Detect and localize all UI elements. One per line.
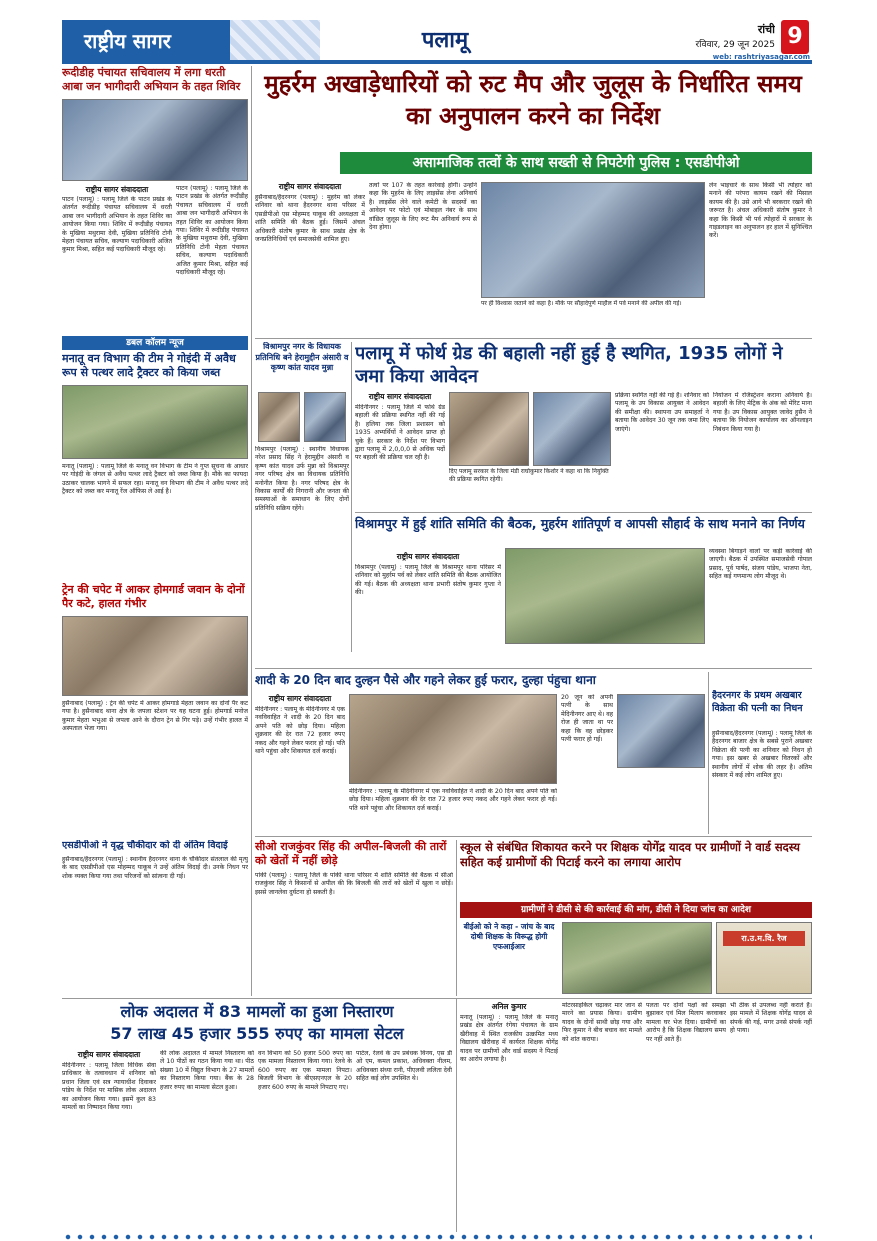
- col-divider-teacher: [456, 840, 457, 996]
- a3-text: हुसैनाबाद (पलामू) : ट्रेन की चपेट में आकर होमगार्ड मेहता जवान का दोनों पैर कट गया है। हुसैनाबाद थाना क्षेत्र के जपला स्टेशन पर यह घटना हुई। होमगार्ड मनोज कुमार मेहता भभुआ से जपला आने के दौरान ट्रेन से गिर पड़े। उन्हें गंभीर हालत में अस्पताल भेजा गया।: [62, 700, 248, 733]
- rule-2: [355, 512, 812, 513]
- vishrampur-photo: [505, 548, 705, 644]
- fourth-grade-text-2: प्रक्रिया स्थगित नहीं की गई है। शनिवार को पलामू के उप विकास आयुक्त ने आवेदन की समीक्षा की। स्थापना उप समाहर्ता ने बताया कि आवेदन 30 जून तक जमा लिए जाएंगे।: [615, 392, 709, 433]
- bride-headline: शादी के 20 दिन बाद दुल्हन पैसे और गहने लेकर हुई फरार, दुल्हा पंहुचा थाना: [255, 673, 596, 687]
- paper-name: राष्ट्रीय सागर: [84, 29, 171, 53]
- fourth-grade-text-1: मेदिनीनगर : पलामू जिले में फोर्थ ग्रेड बहाली की प्रक्रिया स्थगित नहीं की गई है। हलिया तक जिला प्रशासन को 1935 अभ्यर्थियों ने आवेदन प्राप्त हो चुके हैं। सरकार के निर्देश पर विभाग द्वारा पलामू में 2,0,0,0 से अधिक पदों पर बहाली की प्रक्रिया चल रही है।: [355, 404, 445, 462]
- main-headline: मुहर्रम अखाड़ेधारियों को रुट मैप और जुलूस के निर्धारित समय का अनुपालन करने का निर्देश: [264, 70, 802, 130]
- col-divider-left: [251, 66, 252, 996]
- fourth-grade-photo-1: [449, 392, 529, 466]
- fourth-grade-caption: दिए पलामू सरकार के जिला मंडी राघोकुमार किशोर ने कहा था कि नियुक्ति की प्रक्रिया स्थगित रहेगी।: [449, 468, 609, 483]
- vishrampur-text-2: व्यवस्था बिगाड़ने वालों पर कड़ी कार्रवाई की जाएगी। बैठक में उपस्थित समाजसेवी गोपाल प्रसाद, पूर्व पार्षद, संजय पांडेय, भाजपा नेता, सहित कई गणमान्य लोग मौजूद थे।: [709, 548, 812, 581]
- a1-text-cont: पाटन (पलामू) : पलामू जिले के पाटन प्रखंड के अंतर्गत रूदीडीह पंचायत सचिवालय में धरती आबा जन भागीदारी अभियान के तहत शिविर का आयोजन किया गया। शिविर में रूदीडीह पंचायत के मुखिया मथुरामा देवी, मुखिया प्रतिनिधि टोनी मेहता पंचायत सचिव, कल्याण पदाधिकारी अजित कुमार मिश्रा, सहित कई पदाधिकारी मौजूद रहे।: [176, 185, 248, 277]
- a2-headline: मनातू वन विभाग की टीम ने गोइंदी में अवैध रूप से पत्थर लादे ट्रैक्टर को किया जब्त: [62, 352, 236, 379]
- a1-photo: [62, 99, 248, 181]
- lok-adalat-text-4: पार्टल, रेलवे के उप प्रबंधक विनय, एस डी ओ एम, कमल प्रकाश, अधिवक्ता नीलम, अधिवक्ता संध्या रानी, पीएलवी ललिता देवी सहित कई लोग उपस्थित थे।: [356, 1050, 452, 1083]
- vishrampur-text-1: विश्रामपुर (पलामू) : पलामू जिले के विश्रामपुर थाना परिसर में शनिवार को मुहर्रम पर्व को लेकर शांति समिति की बैठक आयोजित की गई। बैठक की अध्यक्षता थाना प्रभारी संतोष कुमार गुप्ता ने की।: [355, 564, 501, 597]
- co-appeal-headline: सीओ राजकुंवर सिंह की अपील-बिजली की तारों को खेतों में नहीं छोड़े: [255, 840, 447, 867]
- a3-headline: ट्रेन की चपेट में आकर होमगार्ड जवान के दोनों पैर कटे, हालत गंभीर: [62, 583, 245, 610]
- a1-headline: रूदीडीह पंचायत सचिवालय में लगा धरती आबा जन भागीदारी अभियान के तहत शिविर: [62, 66, 241, 93]
- main-photo: [481, 182, 705, 298]
- fourth-grade-text-3: नियोजन में रजिस्ट्रेशन कराना अनिवार्य है। बहाली के लिए मेट्रिक के अंक को मेरिट माना गया है। उप विकास आयुक्त जावेद हुसैन ने बताया कि नियोजन कार्यालय का ऑनलाइन निबंधन किया गया है।: [713, 392, 812, 433]
- teacher-text-4: भी ठीक से उपलब्ध नहीं कराते हैं। इस मामले में शिक्षक योगेंद्र यादव से संपर्क की गई, मगर उनसे संपर्क नहीं हो पाया।: [730, 1002, 812, 1035]
- double-column-label: डबल कॉलम न्यूज: [126, 338, 184, 348]
- co-appeal-text: पांकी (पलामू) : पलामू जिले के पांकी थाना परिसर में शांति समिति की बैठक में सीओ राजकुंवर सिंह ने किसानों से अपील की कि बिजली की तारों को खेतों में खुला न छोड़ें। इससे जानलेवा दुर्घटना हो सकती है।: [255, 872, 453, 896]
- byline: राष्ट्रीय सागर संवाददाता: [85, 185, 149, 194]
- bride-photo: [349, 694, 557, 784]
- rep-photo-1: [258, 392, 300, 442]
- rule-4: [255, 836, 812, 837]
- col-divider-bottom: [456, 998, 457, 1232]
- a4-text: हुसैनाबाद/हैदरनगर (पलामू) : स्थानीय हैदरनगर थाना के चौकीदार संतलाल की मृत्यु के बाद एसडीपीओ एस मोहम्मद याकूब ने उन्हें अंतिम विदाई दी। उनके निधन पर शोक व्यक्त किया गया तथा परिजनों को सांत्वना दी गई।: [62, 856, 248, 880]
- rule-1: [255, 338, 812, 339]
- masthead-deco: [230, 20, 320, 60]
- page-number-badge: [781, 20, 809, 54]
- masthead-date: रविवार, 29 जून 2025: [695, 40, 775, 50]
- school-building: [716, 922, 812, 994]
- fourth-grade-photo-2: [533, 392, 611, 466]
- lok-adalat-text-1: मेदिनीनगर : पलामू जिला विधिक सेवा प्राधिकार के तत्वावधान में शनिवार को प्रधान जिला एवं सत्र न्यायाधीश दिवाकर पांडेय के निर्देश पर मासिक लोक अदालत का आयोजन किया गया। इसमें कुल 83 मामलों का निष्पादन किया गया।: [62, 1062, 156, 1112]
- main-subhead: असामाजिक तत्वों के साथ सख्ती से निपटेगी पुलिस : एसडीपीओ: [340, 152, 812, 174]
- teacher-author: अनिल कुमार: [491, 1002, 527, 1011]
- fourth-grade-headline: पलामू में फोर्थ ग्रेड की बहाली नहीं हुई है स्थगित, 1935 लोगों ने जमा किया आवेदन: [355, 343, 783, 387]
- main-text-2: तत्वों पर 107 के तहत कार्रवाई होगी। उन्होंने कहा कि मुहर्रम के लिए लाइसेंस लेना अनिवार्य है। लाइसेंस लेने वाले कमेटी के सदस्यों का आवेदन पर फोटो एवं मोबाइल नंबर के साथ वांछित जुलूस के लिए रूट मैप अनिवार्य रूप से देना होगा।: [369, 182, 477, 232]
- col-divider-hawker: [708, 672, 709, 834]
- hawker-text: हुसैनाबाद/हैदरनगर (पलामू) : पलामू जिले के हैदरनगर बाजार क्षेत्र के सबसे पुराने अखबार विक्रेता की पत्नी का शनिवार को निधन हो गया। इस खबर से अखबार वितरकों और स्थानीय लोगों में शोक की लहर है। अंतिम संस्कार में कई लोग शामिल हुए।: [712, 730, 812, 780]
- section-title: पलामू: [421, 28, 469, 53]
- masthead-left: [62, 20, 230, 60]
- a4-headline: एसडीपीओ ने वृद्ध चौकीदार को दी अंतिम विदाई: [62, 840, 228, 851]
- lok-adalat-text-3: वन विभाग को 50 हजार 500 रुपए का एक मामला निस्तारण किया गया। रेलवे के 600 रुपए का एक मामला निपटा। बिजली विभाग के बीएसएनएल के 20 हजार 600 रुपए के मामले निपटाए गए।: [258, 1050, 352, 1091]
- teacher-text-1: मनातू (पलामू) : पलामू जिले के मनातू प्रखंड क्षेत्र अंतर्गत रंगेया पंचायत के ग्राम खैरीवाह में स्थित राजकीय उत्क्रमित मध्य विद्यालय खैरीवाह में कार्यरत शिक्षक योगेंद्र यादव पर ग्रामीणों और वार्ड सदस्य ने पिटाई का आरोप लगाया है।: [460, 1014, 558, 1064]
- a2-text: मनातू (पलामू) : पलामू जिले के मनातू वन विभाग के टीम ने गुप्त सूचना के आधार पर गोइंदी के जंगल से अवैध पत्थर लादे ट्रैक्टर को जब्त किया है। मौके का फायदा उठाकर चालक भागने में सफल रहा। मनातू वन विभाग की टीम ने अवैध पत्थर लदे ट्रैक्टर को जब्त कर मनातू रेंज ऑफिस ले आई है।: [62, 463, 248, 496]
- main-photo-caption: पर ही विश्वास जताने को कहा है। मौके पर सौहार्दपूर्ण माहौल में पर्व मनाने की अपील की गई।: [481, 300, 682, 307]
- lok-adalat-headline-1: लोक अदालत में 83 मामलों का हुआ निस्तारण: [120, 1002, 394, 1021]
- a2-photo: [62, 385, 248, 459]
- vishrampur-byline: राष्ट्रीय सागर संवाददाता: [396, 552, 460, 561]
- hawker-headline: हैदरनगर के प्रथम अखबार विक्रेता की पत्नी का निधन: [712, 690, 803, 714]
- fourth-grade-byline: राष्ट्रीय सागर संवाददाता: [368, 392, 432, 401]
- school-sign: रा.उ.म.वि. रैज: [723, 931, 805, 946]
- page-number: 9: [787, 24, 803, 49]
- teacher-text-3: पलता पर दोनों पक्षों को समझा बुझाकर एवं मिल मिलाप करवाकर मामला घर भेज दिया। ग्रामीणों का आरोप है कि शिक्षक विद्यालय समय पर नहीं आते हैं।: [646, 1002, 726, 1043]
- main-text-3: लेन भाइचारे के साथ किसी भी त्योहार को मनाने की परंपरा कायम रखने की मिसाल कायम की है। उसे आगे भी बरकरार रखने की जरूरत है। अंचल अधिकारी संतोष कुमार ने कहा कि किसी भी पर्व त्योहारों में सरकार के गाइडलाइन का अनुपालन हर हाल में सुनिश्चित करें।: [709, 182, 812, 240]
- teacher-text-2: मोटरसाइकिल चढ़ाकर मार जान से मारने का प्रयास किया। ग्रामीण यादव के दोनों साथी छोड़ गया और फिर कुमार ने बीच बचाव कर मामले को शांत कराया।: [562, 1002, 642, 1043]
- footer-dots: [62, 1234, 812, 1240]
- teacher-photo: [562, 922, 712, 994]
- a3-photo: [62, 616, 248, 696]
- bride-text-2: 20 जून को अपनी पत्नी के साथ मेदिनीनगर आए थे। वह रोज ही जाता था पर कहा कि वह छोड़कर पत्नी फरार हो गई।: [561, 694, 613, 744]
- vishrampur-headline: विश्रामपुर में हुई शांति समिति की बैठक, मुहर्रम शांतिपूर्ण व आपसी सौहार्द के साथ मनाने का निर्णय: [355, 516, 805, 531]
- bride-byline: राष्ट्रीय सागर संवाददाता: [268, 694, 332, 703]
- rep-text: विश्रामपुर (पलामू) : स्थानीय विधायक नरेश प्रसाद सिंह ने हेरामुद्दीन अंसारी व कृष्ण कांत यादव उर्फ मुन्ना को विश्रामपुर नगर परिषद क्षेत्र का विधायक प्रतिनिधि मनोनीत किया है। नगर परिषद क्षेत्र के विकास कार्यों की निगरानी और जनता की समस्याओं के समाधान के लिए दोनों प्रतिनिधि सक्रिय रहेंगे।: [255, 446, 349, 512]
- a1-text: पाटन (पलामू) : पलामू जिले के पाटन प्रखंड के अंतर्गत रूदीडीह पंचायत सचिवालय में धरती आबा जन भागीदारी अभियान के तहत शिविर का आयोजन किया गया। शिविर में रूदीडीह पंचायत के मुखिया मथुरामा देवी, मुखिया प्रतिनिधि टोनी मेहता पंचायत सचिव, कल्याण पदाधिकारी अजित कुमार मिश्रा, सहित कई पदाधिकारी मौजूद रहे।: [62, 196, 172, 254]
- bride-inset-photo: [617, 694, 705, 768]
- lok-adalat-headline-2: 57 लाख 45 हजार 555 रुपए का मामला सेटल: [110, 1024, 404, 1043]
- masthead-city: रांची: [757, 23, 775, 36]
- double-column-band: [62, 336, 248, 350]
- teacher-side-title: बीईओ को ने कहा - जांच के बाद दोषी शिक्षक के विरूद्ध होगी एफआईआर: [463, 922, 555, 951]
- rule-3: [255, 668, 812, 669]
- bride-text-cont: मेदिनीनगर : पलामू के मेदिनीनगर में एक नवविवाहित ने शादी के 20 दिन बाद अपने पति को छोड़ दिया। महिला शुक्रवार की देर रात 72 हजार रुपए नकद और गहने लेकर फरार हो गई। पति थाने पहुंचा और शिकायत दर्ज कराई।: [349, 788, 557, 812]
- rep-headline: विश्रामपुर नगर के विधायक प्रतिनिधि बने हेरामुद्दीन अंसारी व कृष्ण कांत यादव मुन्ना: [255, 342, 349, 372]
- rule-5: [62, 998, 812, 999]
- rep-photo-2: [304, 392, 346, 442]
- col-divider-mid: [351, 342, 352, 652]
- main-text-1: हुसैनाबाद/हैदरनगर (पलामू) : मुहर्रम को लेकर शनिवार को थाना हैदरनगर थाना परिसर में एसडीपीओ एस मोहम्मद याकूब की अध्यक्षता में शांति समिति की बैठक हुई। जिसमें अंचल अधिकारी संतोष कुमार के साथ प्रखंड क्षेत्र के जनप्रतिनिधियों एवं समाजसेवी शामिल हुए।: [255, 194, 365, 244]
- teacher-subhead: ग्रामीणों ने डीसी से की कार्रवाई की मांग, डीसी ने दिया जांच का आदेश: [460, 902, 812, 918]
- teacher-headline: स्कूल से संबंधित शिकायत करने पर शिक्षक योगेंद्र यादव पर ग्रामीणों ने वार्ड सदस्य सहित कई ग्रामीणों की पिटाई करने का लगाया आरोप: [460, 840, 800, 869]
- lok-adalat-text-2: की लोक अदालत में मामले निस्तारण को ले 10 पीठों का गठन किया गया था। पीठ संख्या 10 में विद्युत विभाग के 27 मामलों का निस्तारण किया गया। बैंक के 28 हजार रुपए का मामला सेटल हुआ।: [160, 1050, 254, 1091]
- main-byline: राष्ट्रीय सागर संवाददाता: [278, 182, 342, 191]
- bride-text: मेदिनीनगर : पलामू के मेदिनीनगर में एक नवविवाहित ने शादी के 20 दिन बाद अपने पति को छोड़ दिया। महिला शुक्रवार की देर रात 72 हजार रुपए नकद और गहने लेकर फरार हो गई। पति थाने पहुंचा और शिकायत दर्ज कराई।: [255, 706, 345, 756]
- lok-adalat-byline: राष्ट्रीय सागर संवाददाता: [77, 1050, 141, 1059]
- website: web: rashtriyasagar.com: [712, 53, 810, 61]
